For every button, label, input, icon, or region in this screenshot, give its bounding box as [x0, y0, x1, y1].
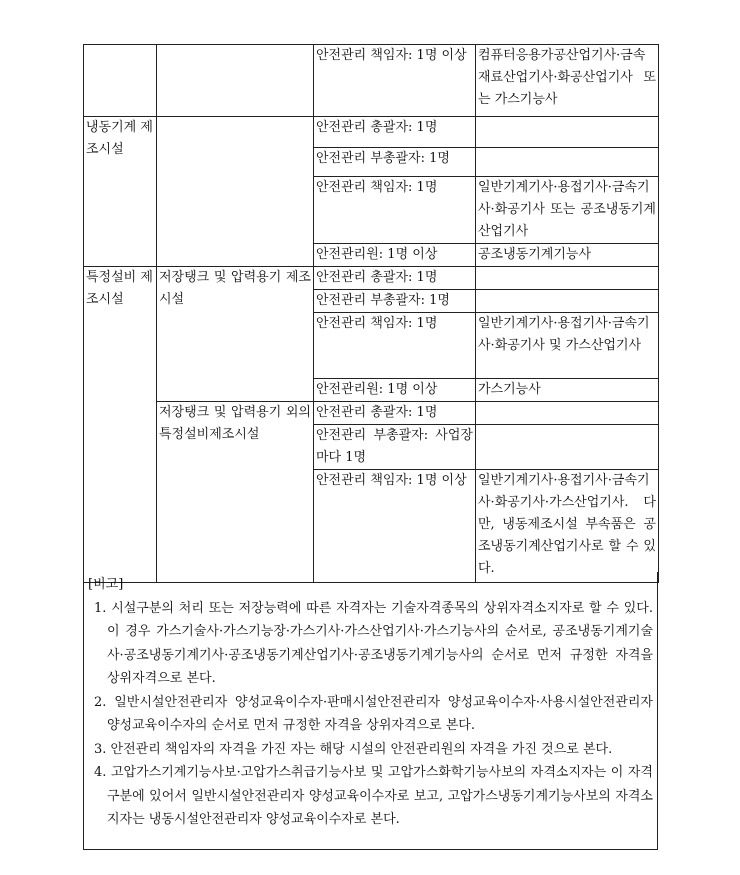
qualification-cell: [476, 267, 659, 290]
role-cell: 안전관리원: 1명 이상: [314, 244, 476, 267]
qualification-cell: [476, 290, 659, 313]
table-row: [84, 267, 659, 290]
role-cell: 안전관리 책임자: 1명: [314, 313, 476, 379]
notes-header: [비고]: [88, 577, 124, 592]
role-cell: 안전관리 부총괄자: 사업장마다 1명: [314, 425, 476, 470]
qualification-cell: [476, 148, 659, 177]
note-item: 4. 고압가스기계기능사보·고압가스취급기능사보 및 고압가스화학기능사보의 자격소지자는 이 자격 구분에 있어서 일반시설안전관리자 양성교육이수자로 보고, 고압가스냉동기계기능사보의 자격소지자는 냉동시설안전관리자 양성교육이수자로 본다.: [94, 765, 653, 827]
qualification-cell: 일반기계기사·용접기사·금속기사·화공기사 또는 공조냉동기계산업기사: [476, 177, 659, 244]
qualification-cell: [476, 402, 659, 425]
subfacility-cell: [157, 117, 314, 267]
table-row: [84, 117, 659, 148]
qualification-cell: 일반기계기사·용접기사·금속기사·화공기사 및 가스산업기사: [476, 313, 659, 379]
qualification-table: [83, 44, 659, 583]
role-cell: 안전관리 총괄자: 1명: [314, 267, 476, 290]
subfacility-cell: 저장탱크 및 압력용기 제조시설: [157, 267, 314, 402]
role-cell: 안전관리 총괄자: 1명: [314, 402, 476, 425]
role-cell: 안전관리 책임자: 1명 이상: [314, 470, 476, 583]
subfacility-cell: [157, 45, 314, 117]
notes-section: [83, 572, 658, 850]
facility-cell: [84, 45, 157, 117]
role-cell: 안전관리 총괄자: 1명: [314, 117, 476, 148]
qualification-cell: [476, 425, 659, 470]
role-cell: 안전관리 책임자: 1명 이상: [314, 45, 476, 117]
role-cell: 안전관리 부총괄자: 1명: [314, 148, 476, 177]
note-item: 1. 시설구분의 처리 또는 저장능력에 따른 자격자는 기술자격종목의 상위자격소지자로 할 수 있다. 이 경우 가스기술사·가스기능장·가스기사·가스산업기사·가스기능사의 순서로, 공조냉동기계기술사·공조냉동기계기사·공조냉동기계산업기사·공조냉동기계기능사의 순서로 먼저 규정한 자격을 상위자격으로 본다.: [94, 600, 653, 686]
role-cell: 안전관리원: 1명 이상: [314, 379, 476, 402]
table-row: [84, 402, 659, 425]
note-item: 2. 일반시설안전관리자 양성교육이수자·판매시설안전관리자 양성교육이수자·사용시설안전관리자 양성교육이수자의 순서로 먼저 규정한 자격을 상위자격으로 본다.: [94, 694, 653, 733]
facility-cell: 냉동기계 제조시설: [84, 117, 157, 267]
qualification-cell: [476, 117, 659, 148]
role-cell: 안전관리 부총괄자: 1명: [314, 290, 476, 313]
note-item: 3. 안전관리 책임자의 자격을 가진 자는 해당 시설의 안전관리원의 자격을 가진 것으로 본다.: [94, 741, 613, 757]
role-cell: 안전관리 책임자: 1명: [314, 177, 476, 244]
facility-cell: 특정설비 제조시설: [84, 267, 157, 583]
subfacility-cell: 저장탱크 및 압력용기 외의 특정설비제조시설: [157, 402, 314, 583]
qualification-cell: 가스기능사: [476, 379, 659, 402]
qualification-cell: 공조냉동기계기능사: [476, 244, 659, 267]
table-row: [84, 45, 659, 117]
qualification-cell: 일반기계기사·용접기사·금속기사·화공기사·가스산업기사. 다만, 냉동제조시설 부속품은 공조냉동기계산업기사로 할 수 있다.: [476, 470, 659, 583]
qualification-cell: 컴퓨터응용가공산업기사·금속재료산업기사·화공산업기사 또는 가스기능사: [476, 45, 659, 117]
